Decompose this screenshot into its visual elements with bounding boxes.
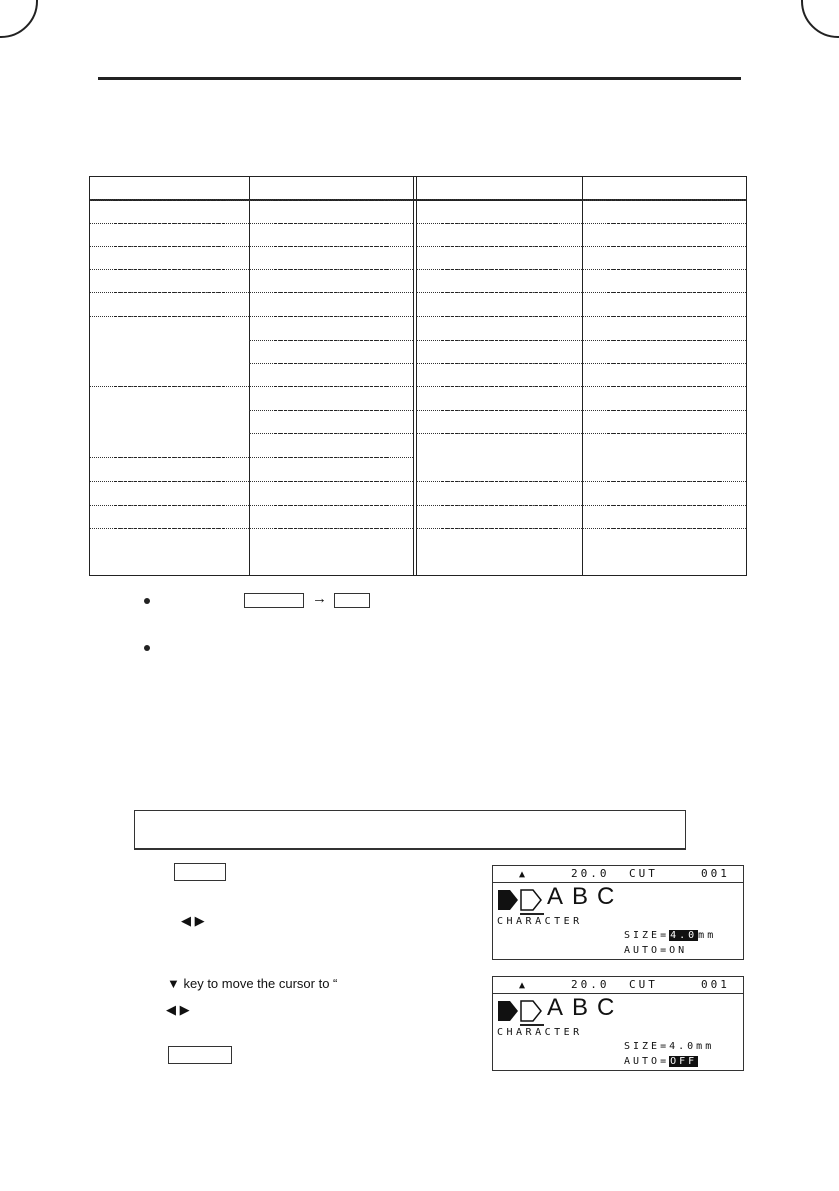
- note-box: [134, 810, 686, 850]
- table-row-separator: [249, 457, 413, 458]
- size-unit: mm: [696, 1041, 715, 1052]
- table-row-separator: [582, 528, 746, 529]
- table-row-separator: [90, 246, 249, 247]
- page-corner-mark-left: [0, 0, 38, 38]
- sample-text: ABC: [547, 883, 624, 910]
- table-row-separator: [582, 246, 746, 247]
- auto-value: ON: [669, 945, 688, 956]
- table-row-separator: [582, 386, 746, 387]
- table-row-separator: [582, 363, 746, 364]
- table-row-separator: [416, 528, 582, 529]
- size-setting: [624, 930, 716, 941]
- selection-underline: [520, 913, 544, 915]
- outline-label-icon: [520, 999, 542, 1023]
- table-row-separator: [416, 410, 582, 411]
- table-row-separator: [249, 316, 413, 317]
- table-row-separator: [582, 200, 746, 201]
- table-row-separator: [249, 340, 413, 341]
- settings-table: [89, 176, 747, 576]
- key-box-1: [244, 593, 304, 608]
- table-row-separator: [582, 269, 746, 270]
- table-row-separator: [90, 223, 249, 224]
- length-value: 20.0: [571, 867, 610, 880]
- table-row-separator: [249, 246, 413, 247]
- table-row-separator: [416, 433, 582, 434]
- table-row-separator: [416, 269, 582, 270]
- auto-setting: [624, 1056, 698, 1067]
- page-corner-mark-right: [801, 0, 839, 38]
- header-rule: [98, 77, 741, 80]
- table-row-separator: [249, 386, 413, 387]
- table-row-separator: [90, 457, 249, 458]
- table-row-separator: [582, 410, 746, 411]
- size-label: SIZE=: [624, 930, 670, 941]
- table-row-separator: [582, 433, 746, 434]
- filled-label-icon: [497, 888, 519, 912]
- table-row-separator: [416, 246, 582, 247]
- table-row-separator: [582, 481, 746, 482]
- table-row-separator: [416, 316, 582, 317]
- bullet-1: [144, 598, 150, 604]
- table-row-separator: [90, 505, 249, 506]
- lcd-panel-auto: [492, 976, 744, 1071]
- table-row-separator: [416, 505, 582, 506]
- selection-underline: [520, 1024, 544, 1026]
- cursor-up-icon: ▲: [519, 869, 526, 880]
- size-value: 4.0: [669, 1041, 697, 1052]
- table-row-separator: [582, 316, 746, 317]
- table-row-separator: [416, 386, 582, 387]
- table-row-separator: [249, 363, 413, 364]
- step-3-text: ▼ key to move the cursor to “: [167, 976, 338, 991]
- table-row-separator: [416, 292, 582, 293]
- table-row-separator: [90, 199, 746, 200]
- table-row-separator: [582, 340, 746, 341]
- table-row-separator: [90, 481, 249, 482]
- left-right-arrow-icon: ◀ ▶: [181, 913, 205, 928]
- length-value: 20.0: [571, 978, 610, 991]
- table-row-separator: [249, 433, 413, 434]
- step-key-box-2: [168, 1046, 232, 1064]
- table-row-separator: [249, 528, 413, 529]
- table-row-separator: [249, 200, 413, 201]
- arrow-right-icon: →: [312, 590, 327, 607]
- table-row-separator: [90, 528, 249, 529]
- table-row-separator: [90, 269, 249, 270]
- table-row-separator: [582, 505, 746, 506]
- table-row-separator: [90, 200, 249, 201]
- auto-label: AUTO=: [624, 1056, 670, 1067]
- mode-label: CHARACTER: [497, 1027, 583, 1038]
- filled-label-icon: [497, 999, 519, 1023]
- table-row-separator: [416, 481, 582, 482]
- table-row-separator: [90, 386, 249, 387]
- table-row-separator: [249, 410, 413, 411]
- table-row-separator: [582, 223, 746, 224]
- bullet-2: [144, 645, 150, 651]
- table-row-separator: [416, 363, 582, 364]
- auto-setting: [624, 945, 687, 956]
- size-label: SIZE=: [624, 1041, 670, 1052]
- size-unit: mm: [698, 930, 717, 941]
- mode-label: CHARACTER: [497, 916, 583, 927]
- table-row-separator: [416, 223, 582, 224]
- table-row-separator: [249, 292, 413, 293]
- lcd-panel-size: [492, 865, 744, 960]
- table-row-separator: [90, 316, 249, 317]
- table-row-separator: [582, 292, 746, 293]
- table-row-separator: [249, 269, 413, 270]
- cut-label: CUT: [629, 867, 658, 880]
- outline-label-icon: [520, 888, 542, 912]
- table-row-separator: [90, 292, 249, 293]
- cut-label: CUT: [629, 978, 658, 991]
- table-row-separator: [249, 223, 413, 224]
- table-row-separator: [249, 481, 413, 482]
- cursor-up-icon: ▲: [519, 980, 526, 991]
- table-column-divider: [249, 177, 250, 575]
- step-key-box-1: [174, 863, 226, 881]
- counter-value: 001: [701, 978, 730, 991]
- size-setting: [624, 1041, 714, 1052]
- counter-value: 001: [701, 867, 730, 880]
- auto-value: OFF: [670, 1056, 698, 1067]
- table-row-separator: [416, 340, 582, 341]
- table-row-separator: [249, 505, 413, 506]
- size-value: 4.0: [670, 930, 698, 941]
- sample-text: ABC: [547, 994, 624, 1021]
- key-box-2: [334, 593, 370, 608]
- table-center-divider: [413, 177, 417, 575]
- table-column-divider: [582, 177, 583, 575]
- left-right-arrow-icon-2: ◀ ▶: [166, 1002, 190, 1017]
- auto-label: AUTO=: [624, 945, 670, 956]
